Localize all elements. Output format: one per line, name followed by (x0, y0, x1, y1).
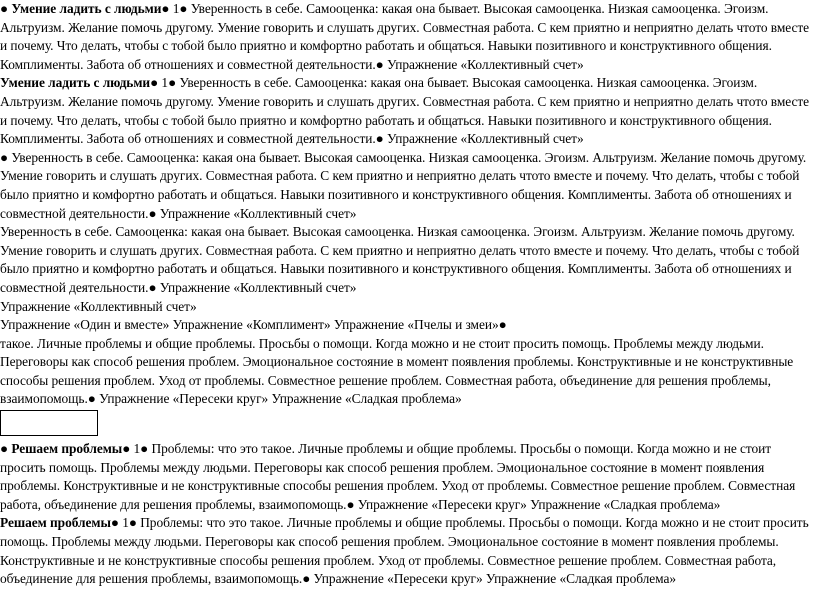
paragraph-ladit-2 (0, 74, 816, 148)
empty-box (0, 410, 98, 436)
paragraph-text: ● Уверенность в себе. Самооценка: какая она бывает. Высокая самооценка. Низкая самооценка. Эгоизм. Альтруизм. Желание помочь другому. Умение говорить и слушать других. Совместная работа. С кем приятно и неприятно делать чтото вместе и почему. Что делать, чтобы с тобой было приятно и комфортно работать и общаться. Навыки позитивного и конструктивного общения. Комплименты. Забота об отношениях и совместной деятельности.● Упражнение «Коллективный счет» (0, 149, 807, 221)
paragraph-text: Упражнение «Коллективный счет» (0, 298, 197, 314)
paragraph-uprazhneniya (0, 316, 816, 335)
paragraph-text: ● 1● Проблемы: что это такое. Личные проблемы и общие проблемы. Просьбы о помощи. Когда можно и не стоит просить помощь. Проблемы между людьми. Переговоры как способ решения проблем. Эмоциональное состояние в момент появления проблемы. Конструктивные и не конструктивные способы решения проблем. Уход от проблемы. Совместное решение проблем. Совместная работа, объединение для решения проблемы, взаимопомощь.● Упражнение «Пересеки круг» Упражнение «Сладкая проблема» (0, 515, 809, 587)
paragraph-reshaem-2 (0, 514, 816, 588)
paragraph-reshaem-1 (0, 440, 816, 514)
paragraph-title: ● Умение ладить с людьми (0, 1, 162, 16)
paragraph-problemy-fragment (0, 335, 816, 409)
paragraph-text: Уверенность в себе. Самооценка: какая она бывает. Высокая самооценка. Низкая самооценка. Эгоизм. Альтруизм. Желание помочь другому. Умение говорить и слушать других. Совместная работа. С кем приятно и неприятно делать чтото вместе и почему. Что делать, чтобы с тобой было приятно и комфортно работать и общаться. Навыки позитивного и конструктивного общения. Комплименты. Забота об отношениях и совместной деятельности.● Упражнение «Коллективный счет» (0, 224, 800, 295)
paragraph-text: ● 1● Уверенность в себе. Самооценка: какая она бывает. Высокая самооценка. Низкая самооценка. Эгоизм. Альтруизм. Желание помочь другому. Умение говорить и слушать других. Совместная работа. С кем приятно и неприятно делать чтото вместе и почему. Что делать, чтобы с тобой было приятно и комфортно работать и общаться. Навыки позитивного и конструктивного общения. Комплименты. Забота об отношениях и совместной деятельности.● Упражнение «Коллективный счет» (0, 1, 810, 72)
paragraph-text: такое. Личные проблемы и общие проблемы. Просьбы о помощи. Когда можно и не стоит просить помощь. Проблемы между людьми. Переговоры как способ решения проблем. Эмоциональное состояние в момент появления проблемы. Конструктивные и не конструктивные способы решения проблем. Уход от проблемы. Совместное решение проблем. Совместная работа, объединение для решения проблемы, взаимопомощь.● Упражнение «Пересеки круг» Упражнение «Сладкая проблема» (0, 335, 794, 407)
paragraph-uverennost-1 (0, 149, 816, 223)
paragraph-title: Решаем проблемы (0, 515, 111, 531)
paragraph-kollektivnyi-schet (0, 298, 816, 317)
paragraph-title: ● Решаем проблемы (0, 441, 123, 457)
paragraph-text: ● 1● Проблемы: что это такое. Личные проблемы и общие проблемы. Просьбы о помощи. Когда можно и не стоит просить помощь. Проблемы между людьми. Переговоры как способ решения проблем. Эмоциональное состояние в момент появления проблемы. Конструктивные и не конструктивные способы решения проблем. Уход от проблемы. Совместное решение проблем. Совместная работа, объединение для решения проблемы, взаимопомощь.● Упражнение «Пересеки круг» Упражнение «Сладкая проблема» (0, 441, 796, 512)
paragraph-ladit-1 (0, 0, 816, 74)
paragraph-uverennost-2 (0, 223, 816, 297)
paragraph-text: Упражнение «Один и вместе» Упражнение «Комплимент» Упражнение «Пчелы и змеи»● (0, 317, 507, 333)
paragraph-title: Умение ладить с людьми (0, 75, 151, 91)
paragraph-text: ● 1● Уверенность в себе. Самооценка: какая она бывает. Высокая самооценка. Низкая самооценка. Эгоизм. Альтруизм. Желание помочь другому. Умение говорить и слушать других. Совместная работа. С кем приятно и неприятно делать чтото вместе и почему. Что делать, чтобы с тобой было приятно и комфортно работать и общаться. Навыки позитивного и конструктивного общения. Комплименты. Забота об отношениях и совместной деятельности.● Упражнение «Коллективный счет» (0, 75, 810, 147)
